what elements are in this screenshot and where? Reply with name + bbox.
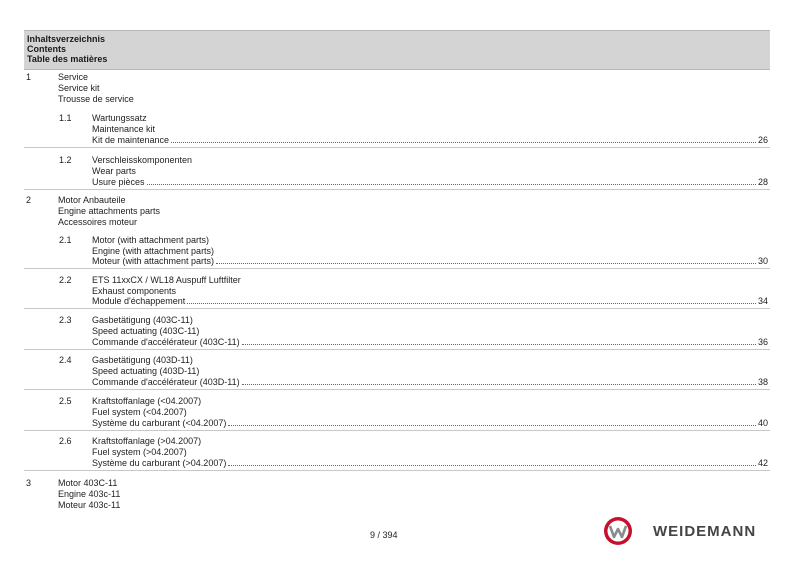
section-number: 2 [26, 195, 32, 205]
page-number[interactable]: 26 [757, 135, 768, 145]
subsection-title-fr[interactable]: Commande d'accélérateur (403C-11) [92, 337, 240, 347]
subsection-title-en[interactable]: Exhaust components [92, 286, 177, 296]
toc-entry-line[interactable] [92, 296, 768, 307]
section-number: 3 [26, 478, 32, 488]
section-title-en[interactable]: Engine 403c-11 [58, 489, 121, 499]
subsection-title-fr[interactable]: Commande d'accélérateur (403D-11) [92, 377, 240, 387]
dot-leader [228, 425, 756, 426]
subsection-title-fr[interactable]: Kit de maintenance [92, 135, 170, 145]
section-title-fr[interactable]: Trousse de service [58, 94, 134, 104]
divider [24, 308, 770, 309]
toc-entry-line[interactable] [92, 418, 768, 429]
toc-entry-line[interactable] [92, 135, 768, 146]
subsection-number: 2.1 [59, 235, 72, 245]
page-number[interactable]: 42 [757, 458, 768, 468]
section-title-fr[interactable]: Accessoires moteur [58, 217, 138, 227]
subsection-title-en[interactable]: Wear parts [92, 166, 136, 176]
section-title-de[interactable]: Motor Anbauteile [58, 195, 126, 205]
divider [24, 470, 770, 471]
divider [24, 147, 770, 148]
divider [24, 349, 770, 350]
toc-entry-line[interactable] [92, 458, 768, 469]
toc-entry-line[interactable] [92, 377, 768, 388]
subsection-number: 2.2 [59, 275, 72, 285]
dot-leader [242, 344, 756, 345]
toc-entry-line[interactable] [92, 177, 768, 188]
toc-entry-line[interactable] [92, 256, 768, 267]
page-number[interactable]: 30 [757, 256, 768, 266]
weidemann-w-logo-icon [603, 516, 633, 546]
toc-header [24, 30, 770, 70]
subsection-title-fr[interactable]: Système du carburant (>04.2007) [92, 458, 227, 468]
page-number[interactable]: 38 [757, 377, 768, 387]
section-title-en[interactable]: Service kit [58, 83, 100, 93]
page-number[interactable]: 36 [757, 337, 768, 347]
subsection-title-en[interactable]: Speed actuating (403D-11) [92, 366, 200, 376]
divider [24, 389, 770, 390]
subsection-title-en[interactable]: Speed actuating (403C-11) [92, 326, 200, 336]
page-number[interactable]: 28 [757, 177, 768, 187]
subsection-title-de[interactable]: Kraftstoffanlage (<04.2007) [92, 396, 202, 406]
subsection-title-de[interactable]: ETS 11xxCX / WL18 Auspuff Luftfilter [92, 275, 241, 285]
dot-leader [171, 142, 756, 143]
dot-leader [147, 184, 756, 185]
subsection-title-de[interactable]: Verschleisskomponenten [92, 155, 193, 165]
subsection-number: 2.5 [59, 396, 72, 406]
subsection-title-fr[interactable]: Moteur (with attachment parts) [92, 256, 215, 266]
subsection-title-fr[interactable]: Système du carburant (<04.2007) [92, 418, 227, 428]
page-number[interactable]: 34 [757, 296, 768, 306]
subsection-title-de[interactable]: Wartungssatz [92, 113, 147, 123]
section-title-en[interactable]: Engine attachments parts [58, 206, 161, 216]
page-indicator: 9 / 394 [370, 530, 398, 540]
subsection-title-en[interactable]: Engine (with attachment parts) [92, 246, 215, 256]
section-title-de[interactable]: Motor 403C-11 [58, 478, 118, 488]
subsection-number: 2.6 [59, 436, 72, 446]
section-title-fr[interactable]: Moteur 403c-11 [58, 500, 121, 510]
header-title-en: Contents [27, 44, 66, 54]
dot-leader [228, 465, 756, 466]
header-title-de: Inhaltsverzeichnis [27, 34, 106, 44]
subsection-title-de[interactable]: Motor (with attachment parts) [92, 235, 210, 245]
subsection-number: 2.3 [59, 315, 72, 325]
divider [24, 430, 770, 431]
dot-leader [242, 384, 756, 385]
subsection-title-en[interactable]: Maintenance kit [92, 124, 156, 134]
toc-entry-line[interactable] [92, 337, 768, 348]
divider [24, 189, 770, 190]
subsection-number: 2.4 [59, 355, 72, 365]
subsection-number: 1.1 [59, 113, 72, 123]
page-number[interactable]: 40 [757, 418, 768, 428]
dot-leader [187, 303, 756, 304]
section-title-de[interactable]: Service [58, 72, 89, 82]
divider [24, 268, 770, 269]
subsection-title-fr[interactable]: Module d'échappement [92, 296, 186, 306]
subsection-title-de[interactable]: Kraftstoffanlage (>04.2007) [92, 436, 202, 446]
subsection-title-en[interactable]: Fuel system (>04.2007) [92, 447, 187, 457]
subsection-title-en[interactable]: Fuel system (<04.2007) [92, 407, 187, 417]
subsection-title-de[interactable]: Gasbetätigung (403C-11) [92, 315, 193, 325]
subsection-number: 1.2 [59, 155, 72, 165]
brand-name: WEIDEMANN [653, 523, 757, 540]
header-title-fr: Table des matières [27, 54, 108, 64]
section-number: 1 [26, 72, 32, 82]
subsection-title-de[interactable]: Gasbetätigung (403D-11) [92, 355, 193, 365]
dot-leader [216, 263, 756, 264]
subsection-title-fr[interactable]: Usure pièces [92, 177, 145, 187]
